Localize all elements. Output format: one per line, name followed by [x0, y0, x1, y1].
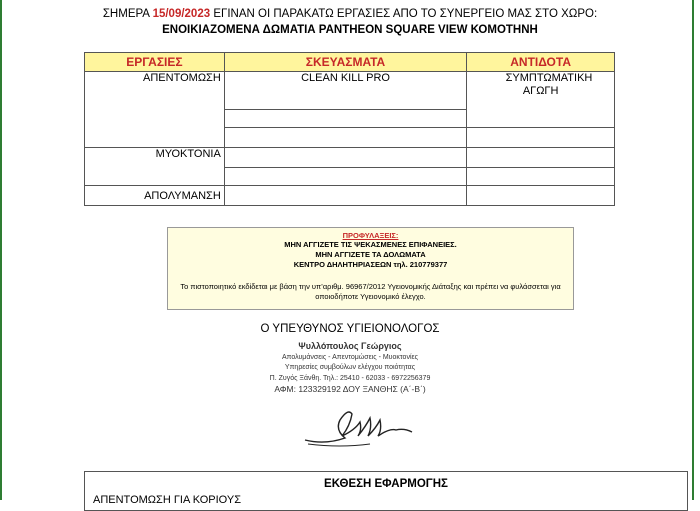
column-header-products: ΣΚΕΥΑΣΜΑΤΑ	[224, 53, 466, 72]
product-cell	[224, 128, 466, 148]
precautions-title: ΠΡΟΦΥΛΑΞΕΙΣ:	[342, 231, 399, 240]
stamp-address: Π. Ζυγός Ξάνθη. Τηλ.: 25410 - 62033 - 6972256379	[269, 374, 431, 382]
table-header-row	[85, 53, 615, 72]
product-cell: CLEAN KILL PRO	[224, 72, 466, 110]
poison-center-line: ΚΕΝΤΡΟ ΔΗΛΗΤΗΡΙΑΣΕΩΝ τηλ. 210779377	[293, 260, 448, 269]
precaution-line: ΜΗΝ ΑΓΓΙΖΕΤΕ ΤΑ ΔΟΛΩΜΑΤΑ	[315, 250, 426, 259]
antidote-cell	[467, 128, 615, 148]
antidote-text: ΣΥΜΠΤΩΜΑΤΙΚΗ ΑΓΩΓΗ	[505, 72, 593, 97]
stamp-name: Ψυλλόπουλος Γεώργιος	[298, 341, 402, 351]
table-row	[85, 186, 615, 206]
services-table	[84, 52, 615, 206]
service-location: ΕΝΟΙΚΙΑΖΟΜΕΝΑ ΔΩΜΑΤΙΑ PANTHEON SQUARE VIEW ΚΟΜΟΤΗΝΗ	[162, 24, 538, 36]
table-row	[85, 72, 615, 110]
task-cell: ΑΠΟΛΥΜΑΝΣΗ	[85, 186, 225, 206]
column-header-antidotes: ΑΝΤΙΔΟΤΑ	[467, 53, 615, 72]
signature-image	[300, 400, 420, 450]
precautions-box	[167, 227, 574, 310]
product-cell	[224, 186, 466, 206]
certificate-note: Το πιστοποιητικό εκδίδεται με βάση την υπ’αριθμ. 96967/2012 Υγειονομικής Διάταξης και πρέπει να φυλάσσεται για οποιοδήποτε Υγειονομικό έλεγχο.	[180, 282, 561, 301]
signature-stroke	[305, 412, 412, 442]
signature-underline	[308, 444, 370, 446]
header-line-1	[0, 8, 700, 20]
left-frame-line	[0, 0, 2, 500]
company-stamp	[260, 341, 440, 395]
stamp-consulting: Υπηρεσίες συμβούλων ελέγχου ποιότητας	[284, 364, 416, 371]
task-cell: ΜΥΟΚΤΟΝΙΑ	[85, 148, 225, 186]
stamp-tax-id: ΑΦΜ: 123329192 ΔΟΥ ΞΑΝΘΗΣ (Α΄-Β΄)	[274, 384, 426, 394]
header-suffix: ΕΓΙΝΑΝ ΟΙ ΠΑΡΑΚΑΤΩ ΕΡΓΑΣΙΕΣ ΑΠΟ ΤΟ ΣΥΝΕΡΓΕΙΟ ΜΑΣ ΣΤΟ ΧΩΡΟ:	[213, 8, 598, 20]
report-subtitle: ΑΠΕΝΤΟΜΩΣΗ ΓΙΑ ΚΟΡΙΟΥΣ	[93, 494, 242, 506]
product-cell	[224, 148, 466, 168]
table-row	[85, 148, 615, 168]
precaution-line: ΜΗΝ ΑΓΓΙΖΕΤΕ ΤΙΣ ΨΕΚΑΣΜΕΝΕΣ ΕΠΙΦΑΝΕΙΕΣ.	[284, 240, 457, 249]
header-prefix: ΣΗΜΕΡΑ	[102, 8, 150, 20]
antidote-cell	[467, 72, 615, 128]
antidote-cell	[467, 186, 615, 206]
antidote-cell	[467, 148, 615, 168]
task-cell: ΑΠΕΝΤΟΜΩΣΗ	[85, 72, 225, 148]
antidote-cell	[467, 168, 615, 186]
report-title: ΕΚΘΕΣΗ ΕΦΑΡΜΟΓΗΣ	[324, 478, 448, 490]
product-cell	[224, 110, 466, 128]
column-header-tasks: ΕΡΓΑΣΙΕΣ	[85, 53, 225, 72]
product-cell	[224, 168, 466, 186]
application-report-box	[84, 471, 688, 511]
responsible-title: Ο ΥΠΕΥΘΥΝΟΣ ΥΓΙΕΙΟΝΟΛΟΓΟΣ	[260, 323, 440, 335]
service-date: 15/09/2023	[152, 8, 211, 20]
right-frame-line	[692, 0, 694, 500]
stamp-services: Απολυμάνσεις - Απεντομώσεις - Μυοκτονίες	[281, 353, 419, 361]
